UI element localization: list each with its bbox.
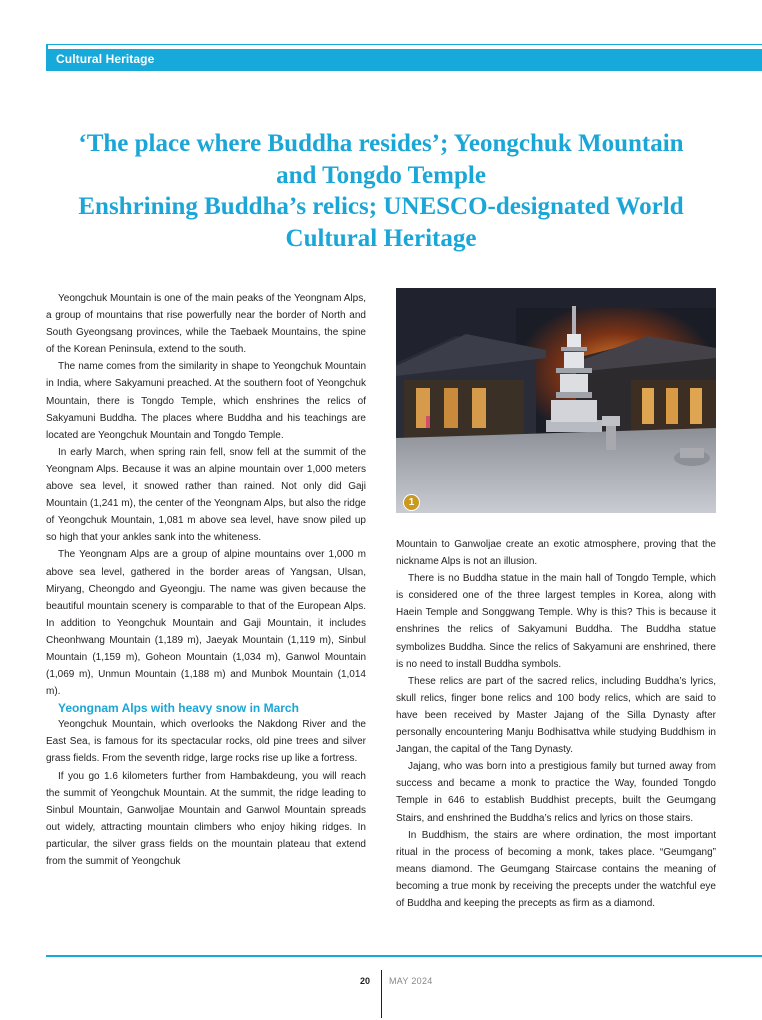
page-number: 20 [360,976,371,986]
body-paragraph: The Yeongnam Alps are a group of alpine mountains over 1,000 m above sea level, gathered in the border areas of Yangsan, Ulsan, Miryang, Cheongdo and Gyeongju. The name was given because the beautiful mountain scenery is comparable to that of the European Alps. In addition to Yeongchuk Mountain and Gaji Mountain, it includes Cheonhwang Mountain (1,189 m), Jaeyak Mountain (1,119 m), Sinbul Mountain (1,159 m), Goheon Mountain (1,034 m), Ganwol Mountain (1,069 m), Unmun Mountain (1,188 m) and Munbok Mountain (1,014 m). [46,549,366,698]
body-paragraph: Mountain to Ganwoljae create an exotic atmosphere, proving that the nickname Alps is not an illusion. [396,539,716,568]
title-line: Cultural Heritage [285,224,477,252]
title-line: and Tongdo Temple [276,161,486,189]
title-line: ‘The place where Buddha resides’; Yeongchuk Mountain [78,130,684,157]
left-column [46,290,366,870]
body-paragraph: Jajang, who was born into a prestigious family but turned away from success and became a monk to practice the Way, founded Tongdo Temple in 646 to establish Buddhist precepts, built the Geumgang Stairs, and enshrined the Buddha’s relics and lyrics on those stairs. [396,761,716,824]
header-rule [46,44,762,45]
body-paragraph: In early March, when spring rain fell, snow fell at the summit of the Yeongnam Alps. Because it was an alpine mountain over 1,000 meters above sea level, it snowed rather than rained. Not only did Gaji Mountain (1,241 m), the center of the Yeongnam Alps, but also the ridge of Yeongchuk Mountain, 1,081 m above sea level, have snow piled up so high that your ankles sank into the whiteness. [46,446,366,544]
issue-date: MAY 2024 [389,976,433,986]
photo-number-badge: 1 [403,494,420,511]
body-paragraph: There is no Buddha statue in the main hall of Tongdo Temple, which is considered one of the three largest temples in Korea, along with Haein Temple and Songgwang Temple. Why is this? This is because it enshrines the relics of Sakyamuni Buddha. The Buddha statue symbolizes Buddha. Since the relics of Sakyamuni are enshrined, there is no need to install Buddha symbols. [396,573,716,670]
title-line: Enshrining Buddha’s relics; UNESCO-designated World [78,193,684,220]
body-paragraph: Yeongchuk Mountain, which overlooks the Nakdong River and the East Sea, is famous for its spectacular rocks, old pine trees and silver grass fields. From the seventh ridge, large rocks rise up like a fortress. [46,719,366,765]
body-paragraph: These relics are part of the sacred relics, including Buddha’s lyrics, skull relics, finger bone relics and 100 body relics, which are said to have been received by Master Jajang of the Silla Dynasty after personally encountering Manju Bodhisattva while studying Buddhism in Jangan, the capital of the Tang Dynasty. [396,675,716,756]
section-label: Cultural Heritage [56,52,155,66]
temple-illustration [396,288,716,513]
body-paragraph: If you go 1.6 kilometers further from Hambakdeung, you will reach the summit of Yeongchuk Mountain. At the summit, the ridge leading to Sinbul Mountain, Ganwoljae Mountain and Ganwol Mountain spreads out widely, attracting mountain climbers who enjoy hiking ridges. In particular, the silver grass fields on the mountain plateau that extend from the summit of Yeongchuk [46,770,366,867]
body-paragraph: The name comes from the similarity in shape to Yeongchuk Mountain in India, where Sakyamuni preached. At the southern foot of Yeongchuk Mountain, there is Tongdo Temple, which enshrines the relics of Sakyamuni Buddha. The places where Buddha and his teachings are located are Yeongchuk Mountain and Tongdo Temple. [46,361,366,441]
article-title [60,128,702,254]
body-paragraph: In Buddhism, the stairs are where ordination, the most important ritual in the process of becoming a monk, takes place. “Geumgang” means diamond. The Geumgang Staircase contains the meaning of becoming a true monk by receiving the precepts under the watchful eye of Buddha and keeping the precepts as firm as a diamond. [396,829,716,909]
footer-rule [46,955,762,957]
footer-divider [381,970,382,1018]
section-subheading: Yeongnam Alps with heavy snow in March [58,701,299,716]
temple-night-photo [396,288,716,513]
body-paragraph: Yeongchuk Mountain is one of the main peaks of the Yeongnam Alps, a group of mountains that rise powerfully near the border of North and South Gyeongsang provinces, while the Taebaek Mountains, the spine of the Korean Peninsula, extend to the south. [46,293,366,356]
right-column [396,536,716,912]
